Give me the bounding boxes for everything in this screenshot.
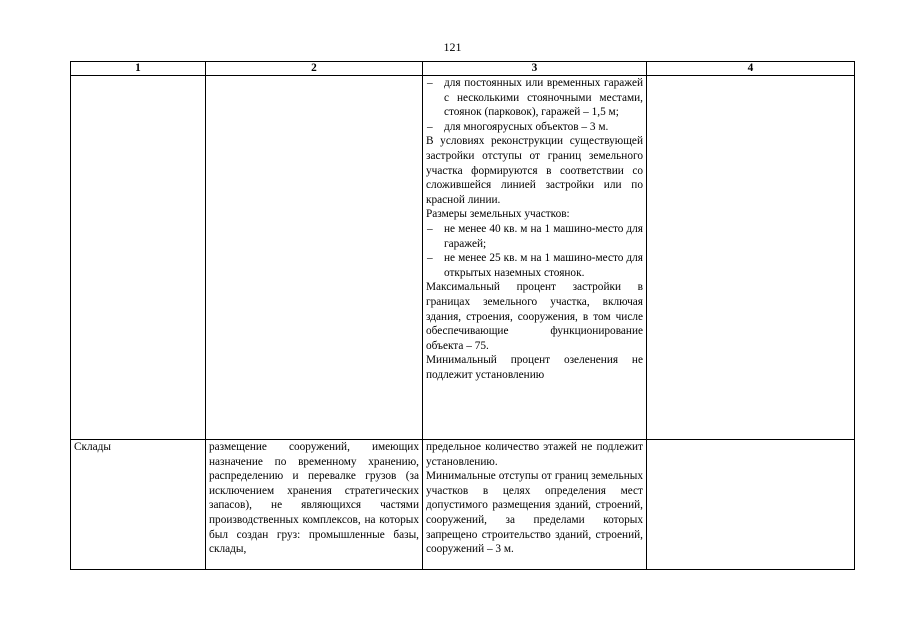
zoning-table (70, 61, 855, 570)
dash-item-text: для многоярусных объектов – 3 м. (444, 120, 609, 133)
parameters-list (426, 440, 643, 569)
parameters-list (426, 76, 643, 439)
table-row (71, 440, 855, 570)
dash-list-item (426, 120, 643, 135)
dash-list-item (426, 222, 643, 251)
page-number: 121 (443, 40, 462, 54)
cell-use-description (206, 76, 423, 440)
cell-use-description (206, 440, 423, 570)
cell-notes (647, 76, 855, 440)
header-col-3: 3 (423, 62, 647, 76)
dash-list-item (426, 76, 643, 120)
dash-item-text: не менее 25 кв. м на 1 машино-место для открытых наземных стоянок. (444, 252, 643, 279)
dash-bullet: – (427, 222, 433, 235)
header-row (71, 62, 855, 76)
header-col-2: 2 (206, 62, 423, 76)
cell-notes (647, 440, 855, 570)
dash-bullet: – (427, 120, 433, 133)
dash-item-text: для постоянных или временных гаражей с несколькими стояночными местами, стоянок (парковок), гаражей – 1,5 м; (444, 77, 643, 119)
use-description-text: размещение сооружений, имеющих назначение по временному хранению, распределению и перевалке грузов (за исключением хранения стратегических запасов), не являющихся частями производственных комплексов, на которых был создан груз: промышленные базы, склады, (209, 441, 419, 556)
dash-bullet: – (427, 252, 433, 265)
dash-bullet: – (427, 77, 433, 89)
cell-parameters (423, 440, 647, 570)
paragraph: Минимальный процент озеленения не подлежит установлению (426, 354, 643, 381)
paragraph: Минимальные отступы от границ земельных участков в целях определения мест допустимого размещения зданий, строений, сооружений, за пределами которых запрещено строительство зданий, строений, сооружений – 3 м. (426, 470, 643, 556)
paragraph: Максимальный процент застройки в границах земельного участка, включая здания, строения, сооружения, в том числе обеспечивающие функционирование объекта – 75. (426, 281, 643, 352)
cell-use-name (71, 76, 206, 440)
cell-parameters (423, 76, 647, 440)
header-col-1: 1 (71, 62, 206, 76)
dash-list-item (426, 251, 643, 280)
paragraph: В условиях реконструкции существующей застройки отступы от границ земельного участка формируются в соответствии со сложившейся линией застройки или по красной линии. (426, 135, 643, 206)
table-row (71, 76, 855, 440)
paragraph: предельное количество этажей не подлежит установлению. (426, 441, 643, 468)
cell-use-name: Склады (71, 440, 206, 570)
dash-item-text: не менее 40 кв. м на 1 машино-место для гаражей; (444, 222, 643, 250)
header-col-4: 4 (647, 62, 855, 76)
paragraph: Размеры земельных участков: (426, 208, 570, 221)
